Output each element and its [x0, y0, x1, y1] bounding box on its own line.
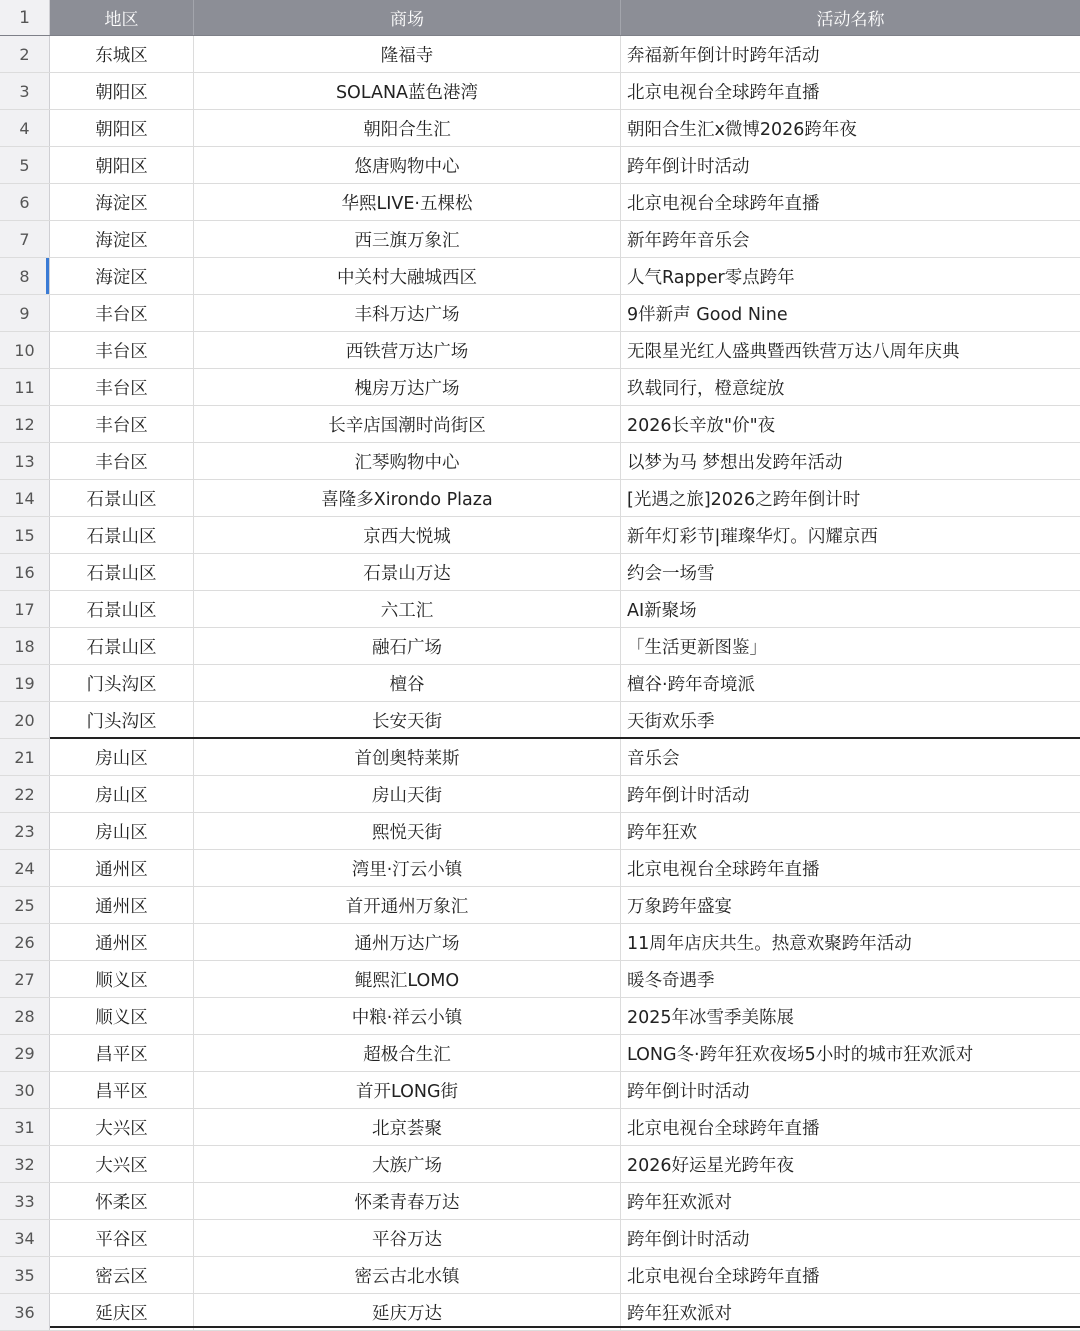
mall-cell[interactable]: 大族广场 — [194, 1146, 621, 1182]
event-cell[interactable]: 无限星光红人盛典暨西铁营万达八周年庆典 — [627, 341, 960, 362]
row-number[interactable]: 19 — [0, 665, 50, 701]
event-cell[interactable]: 新年灯彩节|璀璨华灯。闪耀京西 — [627, 526, 878, 547]
mall-cell[interactable]: 延庆万达 — [194, 1294, 621, 1330]
table-row[interactable] — [0, 1183, 1080, 1220]
row-number[interactable]: 16 — [0, 554, 50, 590]
table-row[interactable] — [0, 221, 1080, 258]
table-row[interactable] — [0, 73, 1080, 110]
row-number[interactable]: 3 — [0, 73, 50, 109]
row-number[interactable]: 21 — [0, 739, 50, 775]
row-number[interactable]: 28 — [0, 998, 50, 1034]
event-cell[interactable]: 暖冬奇遇季 — [627, 970, 715, 991]
column-header-mall[interactable]: 商场 — [194, 0, 621, 35]
event-cell[interactable]: 北京电视台全球跨年直播 — [627, 82, 820, 103]
mall-cell[interactable]: 怀柔青春万达 — [194, 1183, 621, 1219]
event-cell[interactable]: 北京电视台全球跨年直播 — [627, 193, 820, 214]
district-cell[interactable]: 海淀区 — [50, 258, 194, 294]
district-cell[interactable]: 房山区 — [50, 813, 194, 849]
table-row[interactable] — [0, 924, 1080, 961]
district-cell[interactable]: 海淀区 — [50, 184, 194, 220]
district-cell[interactable]: 朝阳区 — [50, 147, 194, 183]
mall-cell[interactable]: 首开LONG街 — [194, 1072, 621, 1108]
table-row[interactable] — [0, 295, 1080, 332]
row-number[interactable]: 31 — [0, 1109, 50, 1145]
district-cell[interactable]: 门头沟区 — [50, 665, 194, 701]
table-row[interactable] — [0, 406, 1080, 443]
row-number[interactable]: 33 — [0, 1183, 50, 1219]
event-cell[interactable]: 约会一场雪 — [627, 563, 715, 584]
district-cell[interactable]: 怀柔区 — [50, 1183, 194, 1219]
row-number[interactable]: 6 — [0, 184, 50, 220]
mall-cell[interactable]: 超极合生汇 — [194, 1035, 621, 1071]
district-cell[interactable]: 东城区 — [50, 36, 194, 72]
mall-cell[interactable]: 华熙LIVE·五棵松 — [194, 184, 621, 220]
district-cell[interactable]: 门头沟区 — [50, 702, 194, 738]
district-cell[interactable]: 丰台区 — [50, 369, 194, 405]
row-number[interactable]: 15 — [0, 517, 50, 553]
mall-cell[interactable]: 悠唐购物中心 — [194, 147, 621, 183]
mall-cell[interactable]: 西三旗万象汇 — [194, 221, 621, 257]
row-number[interactable]: 13 — [0, 443, 50, 479]
row-number[interactable]: 26 — [0, 924, 50, 960]
event-cell[interactable]: AI新聚场 — [627, 600, 697, 621]
row-number[interactable]: 29 — [0, 1035, 50, 1071]
mall-cell[interactable]: 西铁营万达广场 — [194, 332, 621, 368]
event-cell[interactable]: 以梦为马 梦想出发跨年活动 — [627, 452, 843, 473]
row-number[interactable]: 27 — [0, 961, 50, 997]
mall-cell[interactable]: 隆福寺 — [194, 36, 621, 72]
table-row[interactable] — [0, 628, 1080, 665]
table-row[interactable] — [0, 184, 1080, 221]
mall-cell[interactable]: 首开通州万象汇 — [194, 887, 621, 923]
table-row[interactable] — [0, 1035, 1080, 1072]
event-cell[interactable]: 9伴新声 Good Nine — [627, 304, 788, 325]
row-number[interactable]: 5 — [0, 147, 50, 183]
table-row[interactable] — [0, 776, 1080, 813]
district-cell[interactable]: 丰台区 — [50, 443, 194, 479]
event-cell[interactable]: 北京电视台全球跨年直播 — [627, 859, 820, 880]
district-cell[interactable]: 昌平区 — [50, 1035, 194, 1071]
table-row[interactable] — [0, 36, 1080, 73]
row-number[interactable]: 9 — [0, 295, 50, 331]
table-row[interactable] — [0, 110, 1080, 147]
event-cell[interactable]: 2026长辛放"价"夜 — [627, 415, 776, 436]
district-cell[interactable]: 密云区 — [50, 1257, 194, 1293]
district-cell[interactable]: 石景山区 — [50, 554, 194, 590]
row-number[interactable]: 22 — [0, 776, 50, 812]
district-cell[interactable]: 顺义区 — [50, 961, 194, 997]
district-cell[interactable]: 石景山区 — [50, 591, 194, 627]
row-number[interactable]: 14 — [0, 480, 50, 516]
row-number[interactable]: 34 — [0, 1220, 50, 1256]
mall-cell[interactable]: 首创奥特莱斯 — [194, 739, 621, 775]
column-header-district[interactable]: 地区 — [50, 0, 194, 35]
mall-cell[interactable]: 密云古北水镇 — [194, 1257, 621, 1293]
table-row[interactable] — [0, 517, 1080, 554]
mall-cell[interactable]: 北京荟聚 — [194, 1109, 621, 1145]
mall-cell[interactable]: 槐房万达广场 — [194, 369, 621, 405]
mall-cell[interactable]: 通州万达广场 — [194, 924, 621, 960]
mall-cell[interactable]: 长安天街 — [194, 702, 621, 738]
table-row[interactable] — [0, 739, 1080, 776]
table-row[interactable] — [0, 443, 1080, 480]
event-cell[interactable]: 跨年狂欢派对 — [627, 1192, 732, 1213]
mall-cell[interactable]: 京西大悦城 — [194, 517, 621, 553]
event-cell[interactable]: 跨年倒计时活动 — [627, 156, 750, 177]
district-cell[interactable]: 海淀区 — [50, 221, 194, 257]
district-cell[interactable]: 房山区 — [50, 776, 194, 812]
row-number[interactable]: 12 — [0, 406, 50, 442]
event-cell[interactable]: 跨年狂欢 — [627, 822, 697, 843]
row-number[interactable]: 1 — [0, 0, 50, 35]
event-cell[interactable]: 跨年倒计时活动 — [627, 1081, 750, 1102]
event-cell[interactable]: 跨年倒计时活动 — [627, 1229, 750, 1250]
district-cell[interactable]: 石景山区 — [50, 517, 194, 553]
district-cell[interactable]: 顺义区 — [50, 998, 194, 1034]
district-cell[interactable]: 丰台区 — [50, 406, 194, 442]
table-row[interactable] — [0, 1146, 1080, 1183]
event-cell[interactable]: 跨年倒计时活动 — [627, 785, 750, 806]
row-number[interactable]: 25 — [0, 887, 50, 923]
mall-cell[interactable]: 长辛店国潮时尚街区 — [194, 406, 621, 442]
row-number[interactable]: 35 — [0, 1257, 50, 1293]
row-number[interactable]: 24 — [0, 850, 50, 886]
mall-cell[interactable]: 鲲熙汇LOMO — [194, 961, 621, 997]
table-row[interactable] — [0, 961, 1080, 998]
event-cell[interactable]: 玖载同行，橙意绽放 — [627, 378, 785, 399]
event-cell[interactable]: 2025年冰雪季美陈展 — [627, 1007, 795, 1028]
row-number[interactable]: 32 — [0, 1146, 50, 1182]
district-cell[interactable]: 通州区 — [50, 850, 194, 886]
table-row[interactable] — [0, 665, 1080, 702]
event-cell[interactable]: [光遇之旅]2026之跨年倒计时 — [627, 489, 861, 510]
mall-cell[interactable]: 丰科万达广场 — [194, 295, 621, 331]
district-cell[interactable]: 昌平区 — [50, 1072, 194, 1108]
row-number[interactable]: 10 — [0, 332, 50, 368]
row-number[interactable]: 4 — [0, 110, 50, 146]
column-header-event[interactable]: 活动名称 — [816, 10, 885, 30]
table-row[interactable] — [0, 332, 1080, 369]
row-number[interactable]: 2 — [0, 36, 50, 72]
row-number[interactable]: 20 — [0, 702, 50, 738]
district-cell[interactable]: 大兴区 — [50, 1146, 194, 1182]
event-cell[interactable]: 万象跨年盛宴 — [627, 896, 732, 917]
district-cell[interactable]: 延庆区 — [50, 1294, 194, 1330]
district-cell[interactable]: 大兴区 — [50, 1109, 194, 1145]
mall-cell[interactable]: 汇琴购物中心 — [194, 443, 621, 479]
row-number[interactable]: 36 — [0, 1294, 50, 1330]
table-row[interactable] — [0, 813, 1080, 850]
event-cell[interactable]: 人气Rapper零点跨年 — [627, 267, 795, 288]
district-cell[interactable]: 通州区 — [50, 924, 194, 960]
mall-cell[interactable]: 熙悦天街 — [194, 813, 621, 849]
table-row[interactable] — [0, 1109, 1080, 1146]
event-cell[interactable]: 天街欢乐季 — [627, 711, 715, 732]
mall-cell[interactable]: 喜隆多Xirondo Plaza — [194, 480, 621, 516]
table-row[interactable] — [0, 554, 1080, 591]
row-number[interactable]: 8 — [0, 258, 50, 294]
event-cell[interactable]: 2026好运星光跨年夜 — [627, 1155, 795, 1176]
district-cell[interactable]: 石景山区 — [50, 480, 194, 516]
event-cell[interactable]: 11周年店庆共生。热意欢聚跨年活动 — [627, 933, 912, 954]
mall-cell[interactable]: 朝阳合生汇 — [194, 110, 621, 146]
event-cell[interactable]: 北京电视台全球跨年直播 — [627, 1266, 820, 1287]
mall-cell[interactable]: 湾里·汀云小镇 — [194, 850, 621, 886]
mall-cell[interactable]: 中粮·祥云小镇 — [194, 998, 621, 1034]
event-cell[interactable]: 「生活更新图鉴」 — [627, 637, 767, 658]
table-row[interactable] — [0, 1220, 1080, 1257]
district-cell[interactable]: 朝阳区 — [50, 73, 194, 109]
event-cell[interactable]: 新年跨年音乐会 — [627, 230, 750, 251]
event-cell[interactable]: 檀谷·跨年奇境派 — [627, 674, 756, 695]
district-cell[interactable]: 房山区 — [50, 739, 194, 775]
district-cell[interactable]: 丰台区 — [50, 295, 194, 331]
district-cell[interactable]: 朝阳区 — [50, 110, 194, 146]
table-row[interactable] — [0, 591, 1080, 628]
mall-cell[interactable]: 房山天街 — [194, 776, 621, 812]
mall-cell[interactable]: 檀谷 — [194, 665, 621, 701]
table-row[interactable] — [0, 147, 1080, 184]
table-row[interactable] — [0, 1072, 1080, 1109]
table-row[interactable] — [0, 258, 1080, 295]
event-cell[interactable]: 跨年狂欢派对 — [627, 1303, 732, 1324]
row-number[interactable]: 11 — [0, 369, 50, 405]
table-row[interactable] — [0, 1257, 1080, 1294]
table-row[interactable] — [0, 369, 1080, 406]
district-cell[interactable]: 石景山区 — [50, 628, 194, 664]
mall-cell[interactable]: SOLANA蓝色港湾 — [194, 73, 621, 109]
mall-cell[interactable]: 石景山万达 — [194, 554, 621, 590]
district-cell[interactable]: 通州区 — [50, 887, 194, 923]
mall-cell[interactable]: 六工汇 — [194, 591, 621, 627]
row-number[interactable]: 30 — [0, 1072, 50, 1108]
mall-cell[interactable]: 平谷万达 — [194, 1220, 621, 1256]
table-row[interactable] — [0, 850, 1080, 887]
table-row[interactable] — [0, 887, 1080, 924]
event-cell[interactable]: 朝阳合生汇x微博2026跨年夜 — [627, 119, 857, 140]
table-row[interactable] — [0, 480, 1080, 517]
mall-cell[interactable]: 中关村大融城西区 — [194, 258, 621, 294]
row-number[interactable]: 7 — [0, 221, 50, 257]
district-cell[interactable]: 平谷区 — [50, 1220, 194, 1256]
event-cell[interactable]: 北京电视台全球跨年直播 — [627, 1118, 820, 1139]
table-row[interactable] — [0, 998, 1080, 1035]
table-row[interactable] — [0, 702, 1080, 739]
event-cell[interactable]: 音乐会 — [627, 748, 680, 769]
header-row — [0, 0, 1080, 36]
row-number[interactable]: 17 — [0, 591, 50, 627]
event-cell[interactable]: 奔福新年倒计时跨年活动 — [627, 45, 820, 66]
district-cell[interactable]: 丰台区 — [50, 332, 194, 368]
mall-cell[interactable]: 融石广场 — [194, 628, 621, 664]
row-number[interactable]: 23 — [0, 813, 50, 849]
row-number[interactable]: 18 — [0, 628, 50, 664]
event-cell[interactable]: LONG冬·跨年狂欢夜场5小时的城市狂欢派对 — [627, 1044, 974, 1065]
